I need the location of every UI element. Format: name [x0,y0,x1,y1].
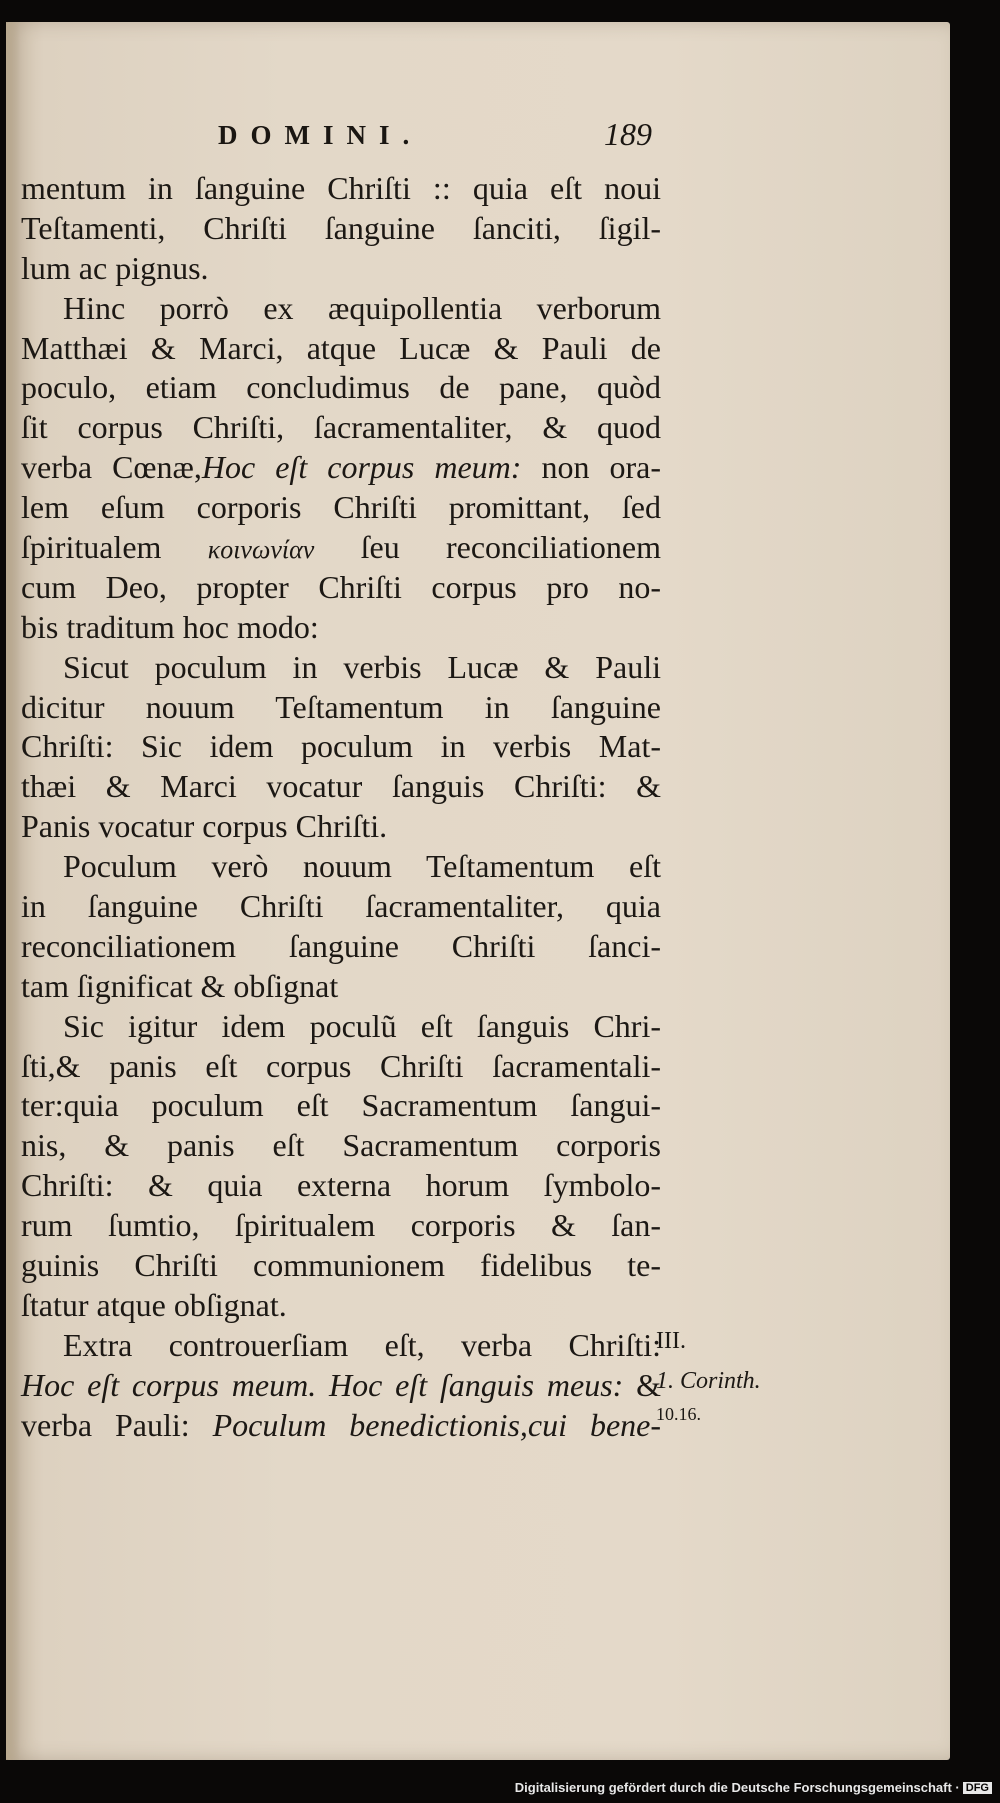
text-line: guinis Chriſti communionem fidelibus te- [21,1247,661,1284]
text-line: bis traditum hoc modo: [21,608,319,645]
text-line: Matthæi & Marci, atque Lucæ & Pauli de [21,329,661,366]
text-line: rum ſumtio, ſpiritualem corporis & ſan- [21,1207,661,1244]
text-line: lem eſum corporis Chriſti promittant, ſed [21,489,661,526]
text-line: Chriſti: & quia externa horum ſymbolo- [21,1167,661,1204]
text-line: ſtatur atque obſignat. [21,1286,287,1323]
text-segment: non ora- [541,449,662,486]
margin-note-verse: 10.16. [656,1404,701,1424]
credit-text: Digitalisierung gefördert durch die Deutsche Forschungsgemeinschaft · [514,1780,960,1795]
text-line: dicitur nouum Teſtamentum in ſanguine [21,688,661,725]
digitization-credit [515,1780,992,1795]
text-line: Panis vocatur corpus Chriſti. [21,808,388,845]
text-line: reconciliationem ſanguine Chriſti ſanci- [21,927,661,964]
text-line [21,1366,661,1406]
text-line [21,528,661,568]
text-line: Extra controuerſiam eſt, verba Chriſti: [63,1326,661,1363]
text-segment: verba Cœnæ, [21,449,202,486]
text-line: ſit corpus Chriſti, ſacramentaliter, & quod [21,409,661,446]
text-line: Chriſti: Sic idem poculum in verbis Mat- [21,728,661,765]
page-number: 189 [604,116,652,152]
book-page [6,22,950,1760]
dfg-logo: DFG [963,1782,992,1794]
body-text [21,169,661,1446]
text-line: nis, & panis eſt Sacramentum corporis [21,1127,661,1164]
page-gutter-shadow [6,22,20,1760]
italic-quotation: Hoc eſt corpus meum: [201,449,522,486]
italic-quotation: Poculum benedictionis,cui bene- [212,1406,662,1443]
text-segment: ſeu reconciliationem [360,529,662,566]
text-segment: & [636,1366,662,1403]
text-line: poculo, etiam concludimus de pane, quòd [21,369,661,406]
text-line: ter:quia poculum eſt Sacramentum ſangui- [21,1087,661,1124]
text-line: in ſanguine Chriſti ſacramentaliter, quia [21,888,661,925]
text-line: Sicut poculum in verbis Lucæ & Pauli [63,648,661,685]
text-line: Poculum verò nouum Teſtamentum eſt [63,848,661,885]
italic-quotation: Hoc eſt corpus meum. Hoc eſt ſanguis meus: [21,1366,624,1403]
margin-note-reference: 1. Corinth. [656,1368,761,1394]
text-line [21,1406,661,1446]
running-head: DOMINI. [218,120,423,150]
text-segment: verba Pauli: [21,1406,190,1443]
text-line: lum ac pignus. [21,249,209,286]
text-line: thæi & Marci vocatur ſanguis Chriſti: & [21,768,661,805]
greek-word: κοινωνίαν [207,535,315,565]
margin-note-numeral: III. [656,1328,686,1354]
text-line: mentum in ſanguine Chriſti :: quia eſt noui [21,170,661,206]
text-segment: ſpiritualem [21,529,162,566]
text-line: Hinc porrò ex æquipollentia verborum [63,289,661,326]
text-line: Sic igitur idem poculũ eſt ſanguis Chri- [63,1007,661,1044]
text-line [21,448,661,488]
text-line: tam ſignificat & obſignat [21,967,339,1004]
text-line: ſti,& panis eſt corpus Chriſti ſacramentali- [21,1047,661,1084]
text-line: cum Deo, propter Chriſti corpus pro no- [21,568,661,605]
text-line: Teſtamenti, Chriſti ſanguine ſanciti, ſigil- [21,209,661,246]
